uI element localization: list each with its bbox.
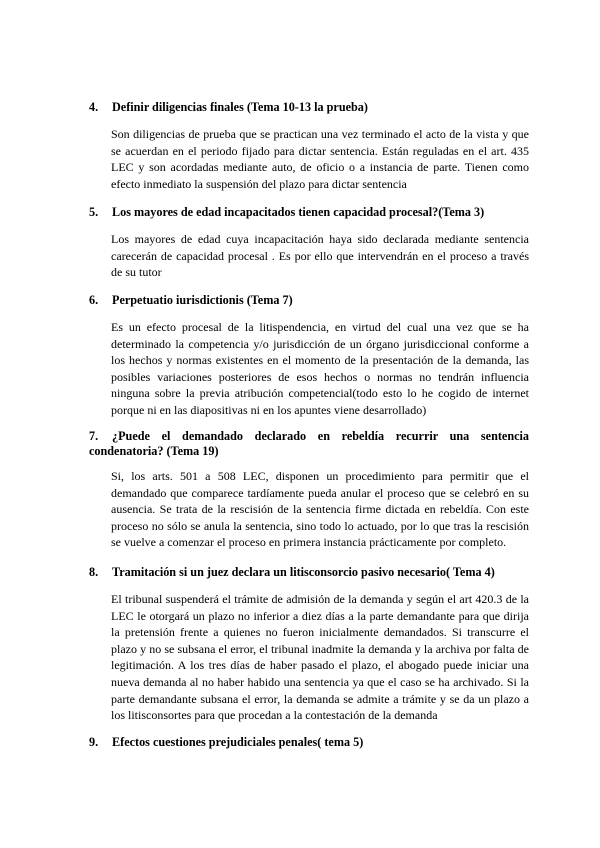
question-item-7 [89,429,529,551]
question-text: Los mayores de edad incapacitados tienen capacidad procesal?(Tema 3) [112,205,485,219]
question-text: Efectos cuestiones prejudiciales penales( tema 5) [112,735,364,749]
question-heading [89,565,529,580]
question-heading [89,735,529,750]
question-item-6 [89,293,529,419]
question-number: 5. [89,205,99,219]
question-heading [89,429,529,459]
question-text: Definir diligencias finales (Tema 10-13 la prueba) [112,100,368,114]
question-text: Tramitación si un juez declara un litisconsorcio pasivo necesario( Tema 4) [112,565,495,579]
question-number: 9. [89,735,99,749]
question-number: 6. [89,293,99,307]
answer-paragraph: Los mayores de edad cuya incapacitación haya sido declarada mediante sentencia carecerán de capacidad procesal . Es por ello que intervendrán en el proceso a través de su tutor [111,232,529,280]
question-item-9 [89,735,529,750]
question-item-4 [89,100,529,192]
answer-paragraph: Es un efecto procesal de la litispendencia, en virtud del cual una vez que se ha determinado la competencia y/o jurisdicción de un órgano jurisdiccional conforme a los hechos y normas existentes en el momento de la presentación de la demanda, las posibles variaciones posteriores de esos hechos o normas no tendrán influencia ninguna sobre la previa atribución competencial(todo esto lo he cogido de internet porque ni en las diapositivas ni en los apuntes viene desarrollado) [111,320,529,417]
question-text: ¿Puede el demandado declarado en rebeldía recurrir una sentencia condenatoria? (Tema 19) [89,429,529,458]
question-number: 7. [89,429,99,443]
question-number: 8. [89,565,99,579]
answer-paragraph: Son diligencias de prueba que se practican una vez terminado el acto de la vista y que se acuerdan en el periodo fijado para dictar sentencia. Están reguladas en el art. 435 LEC y son acordadas mediante auto, de oficio o a instancia de parte. Tienen como efecto inmediato la suspensión del plazo para dictar sentencia [111,127,529,191]
question-item-8 [89,565,529,724]
question-item-5 [89,205,529,281]
answer-paragraph: El tribunal suspenderá el trámite de admisión de la demanda y según el art 420.3 de la LEC le otorgará un plazo no inferior a diez días a la parte demandante para que dirija la pretensión frente a quienes no fueron inicialmente demandados. Si transcurre el plazo y no se subsana el error, el tribunal inadmite la demanda y la archiva por falta de legitimación. A los tres días de haber pasado el plazo, el abogado puede iniciar una nueva demanda al no haber habido una sentencia ya que el caso se ha archivado. Si la parte demandante subsana el error, la demanda se admite a trámite y se da un plazo a los litisconsortes para que procedan a la contestación de la demanda [111,592,529,723]
question-heading [89,205,529,220]
question-heading [89,100,529,115]
question-heading [89,293,529,308]
question-number: 4. [89,100,99,114]
answer-paragraph: Si, los arts. 501 a 508 LEC, disponen un procedimiento para permitir que el demandado que comparece tardíamente pueda anular el proceso que se celebró en su ausencia. Se trata de la rescisión de la sentencia firme dictada en rebeldía. Con este proceso no sólo se anula la sentencia, sino todo lo actuado, por lo que tras la rescisión se vuelve a comenzar el proceso en primera instancia prácticamente por completo. [111,469,529,550]
question-text: Perpetuatio iurisdictionis (Tema 7) [112,293,293,307]
